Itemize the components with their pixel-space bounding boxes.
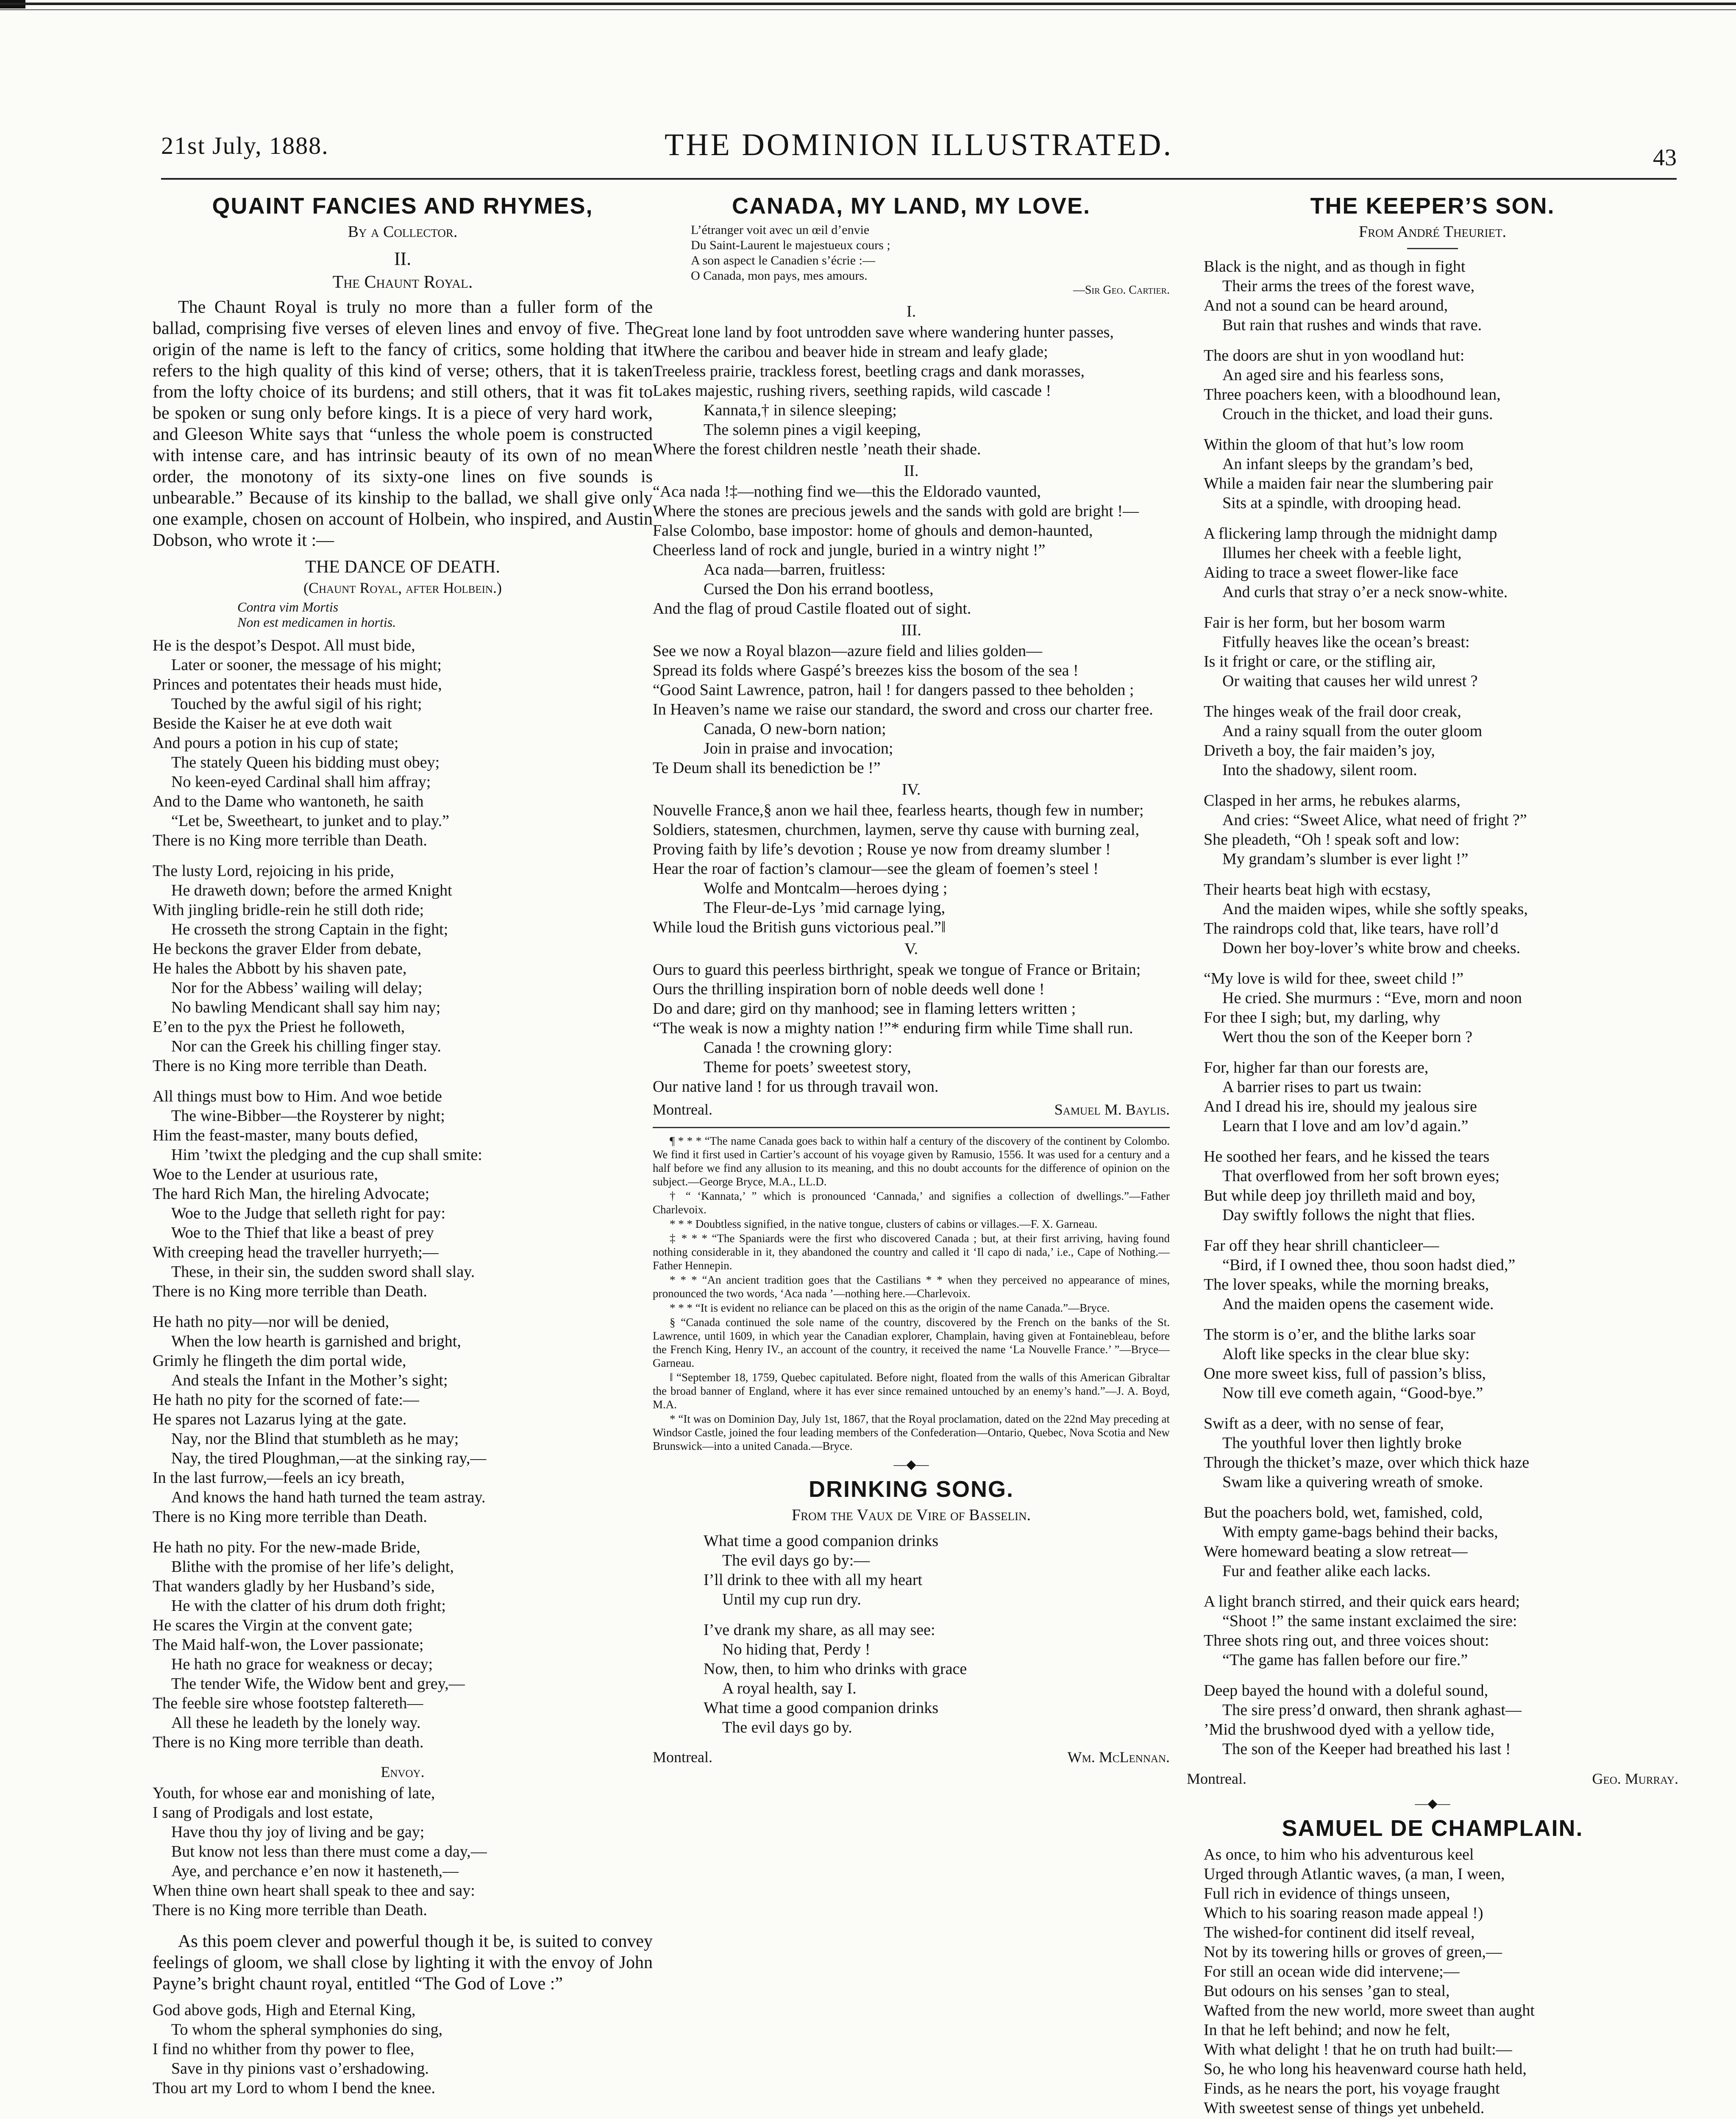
- poem-line: He hath no grace for weakness or decay;: [171, 1655, 433, 1673]
- place: Montreal.: [1187, 1770, 1246, 1787]
- poem-line: So, he who long his heavenward course hath held,: [1204, 2060, 1527, 2078]
- stanza: [1204, 257, 1678, 335]
- part-numeral: II.: [904, 462, 919, 480]
- epigraph-line: O Canada, mon pays, mes amours.: [691, 269, 868, 283]
- poem-line: And the maiden opens the casement wide.: [1222, 1295, 1494, 1313]
- footnote: § “Canada continued the sole name of the country, discovered by the French on the banks of the St. Lawrence, until 1609, in which year the Canadian explorer, Champlain, having given at Fontainebleau, before the French King, Henry IV., an account of the country, it received the name ‘La Nouvelle France.’ ”—Bryce—Garneau.: [653, 1316, 1170, 1369]
- poem-line: God above gods, High and Eternal King,: [153, 2001, 416, 2019]
- poem-line: He with the clatter of his drum doth fright;: [171, 1597, 446, 1615]
- poem-line: And to the Dame who wantoneth, he saith: [153, 793, 424, 810]
- poem-line: The evil days go by:—: [722, 1552, 870, 1569]
- poem-line: A barrier rises to part us twain:: [1222, 1078, 1422, 1096]
- footnote: ‖ “September 18, 1759, Quebec capitulated. Before night, floated from the walls of this American Gibraltar the broad banner of England, where it has ever since remained untouched by an enemy’s hand.”—J. A. Boyd, M.A.: [653, 1371, 1170, 1411]
- stanza: [1204, 524, 1678, 602]
- epigraph-line: A son aspect le Canadien s’écrie :—: [691, 253, 875, 267]
- stanza: [1204, 1592, 1678, 1670]
- poem-line: Nay, nor the Blind that stumbleth as he may;: [171, 1430, 459, 1448]
- poem-line: Where the stones are precious jewels and the sands with gold are bright !—: [653, 502, 1139, 520]
- poem-line: Theme for poets’ sweetest story,: [704, 1058, 911, 1076]
- poem-line: That wanders gladly by her Husband’s side,: [153, 1577, 435, 1595]
- poem-line: And knows the hand hath turned the team astray.: [171, 1488, 486, 1506]
- poem-line: Nouvelle France,§ anon we hail thee, fearless hearts, though few in number;: [653, 801, 1144, 819]
- stanza: [1204, 613, 1678, 691]
- section-subtitle: The Chaunt Royal.: [332, 273, 473, 292]
- column-quaint-fancies: [153, 193, 653, 2119]
- poem-line: There is no King more terrible than Death.: [153, 1901, 427, 1919]
- poem-line: Kannata,† in silence sleeping;: [704, 401, 897, 419]
- poem-line: An infant sleeps by the grandam’s bed,: [1222, 455, 1474, 473]
- poem-line: No keen-eyed Cardinal shall him affray;: [171, 773, 431, 791]
- poem-line: What time a good companion drinks: [704, 1699, 939, 1717]
- poem-line: He beckons the graver Elder from debate,: [153, 940, 422, 958]
- poem-line: He is the despot’s Despot. All must bide,: [153, 637, 415, 654]
- stanza: [1204, 1058, 1678, 1136]
- ornament-divider: —◆—: [893, 1457, 929, 1471]
- stanza: [1204, 1414, 1678, 1492]
- poem-line: When thine own heart shall speak to thee and say:: [153, 1882, 475, 1899]
- poem-line: He crosseth the strong Captain in the fight;: [171, 920, 448, 938]
- header-rule: [161, 178, 1677, 180]
- poem-line: Ours to guard this peerless birthright, speak we tongue of France or Britain;: [653, 961, 1141, 979]
- poem-title: THE KEEPER’S SON.: [1310, 193, 1555, 219]
- stanza: [653, 482, 1170, 618]
- poem-line: Join in praise and invocation;: [704, 740, 893, 757]
- poem-line: There is no King more terrible than Death.: [153, 1057, 427, 1075]
- poem-line: He soothed her fears, and he kissed the tears: [1204, 1148, 1490, 1165]
- poem-line: Aloft like specks in the clear blue sky:: [1222, 1345, 1470, 1363]
- poem-line: A royal health, say I.: [722, 1680, 857, 1697]
- poem-line: One more sweet kiss, full of passion’s bliss,: [1204, 1365, 1486, 1382]
- poem-line: Canada ! the crowning glory:: [704, 1039, 893, 1057]
- stanza: [653, 323, 1170, 459]
- stanza: [153, 1312, 653, 1527]
- poem-line: Crouch in the thicket, and load their guns.: [1222, 405, 1493, 423]
- poem-line: Hear the roar of faction’s clamour—see the gleam of foemen’s steel !: [653, 860, 1099, 878]
- poem-line: Save in thy pinions vast o’ershadowing.: [171, 2060, 429, 2077]
- poem-line: Our native land ! for us through travail won.: [653, 1078, 939, 1096]
- footnote: ‡ * * * “The Spaniards were the first who discovered Canada ; but, at their first arriving, having found nothing considerable in it, they abandoned the country and called it ‘Il capo di nada,’ i.e., Cape of Nothing.—Father Hennepin.: [653, 1232, 1170, 1272]
- poem-line: Aca nada—barren, fruitless:: [704, 561, 886, 578]
- poem-line: Blithe with the promise of her life’s delight,: [171, 1558, 454, 1576]
- intro-paragraph: The Chaunt Royal is truly no more than a fuller form of the ballad, comprising five verses of eleven lines and envoy of five. The origin of the name is left to the fancy of critics, some holding that it refers to the high quality of this kind of verse; others, that it is taken from the lofty choice of its burdens; and still others, that it was fit to be spoken or sung only before kings. It is a piece of very hard work, and Gleeson White says that “unless the whole poem is constructed with intense care, and has intrinsic beauty of its own of no mean order, the monotony of its sixty-one lines on five sounds is unbearable.” Because of its kinship to the ballad, we shall give only one example, chosen on account of Holbein, who inspired, and Austin Dobson, who wrote it :—: [153, 298, 653, 550]
- poem-line: Nor for the Abbess’ wailing will delay;: [171, 979, 423, 997]
- poem-line: Fair is her form, but her bosom warm: [1204, 614, 1445, 631]
- poem-line: In the last furrow,—feels an icy breath,: [153, 1469, 405, 1487]
- outro-paragraph: As this poem clever and powerful though it be, is suited to convey feelings of gloom, we shall close by lighting it with the envoy of John Payne’s bright chaunt royal, entitled “The God of Love :”: [153, 1932, 653, 1994]
- stanza: [1204, 702, 1678, 780]
- poem-line: Proving faith by life’s devotion ; Rouse ye now from dreamy slumber !: [653, 840, 1111, 858]
- poem-line: Illumes her cheek with a feeble light,: [1222, 544, 1462, 562]
- poem-line: “Bird, if I owned thee, thou soon hadst died,”: [1222, 1256, 1516, 1274]
- poem-motto-line: Contra vim Mortis: [237, 599, 339, 615]
- poem-line: Aye, and perchance e’en now it hasteneth,—: [171, 1862, 459, 1880]
- part-numeral: III.: [901, 621, 921, 639]
- poem-line: Now till eve cometh again, “Good-bye.”: [1222, 1384, 1483, 1402]
- poem-line: Swam like a quivering wreath of smoke.: [1222, 1473, 1483, 1491]
- poem-line: The raindrops cold that, like tears, have roll’d: [1204, 920, 1499, 937]
- poem-line: There is no King more terrible than Death.: [153, 1282, 427, 1300]
- poem-line: He spares not Lazarus lying at the gate.: [153, 1410, 407, 1428]
- column-canada: [653, 193, 1170, 2119]
- poem-line: I’ll drink to thee with all my heart: [704, 1571, 923, 1589]
- stanza: [153, 1538, 653, 1752]
- poem-line: With jingling bridle-rein he still doth ride;: [153, 901, 424, 919]
- poem-line: The lusty Lord, rejoicing in his pride,: [153, 862, 394, 880]
- poem-line: Is it fright or care, or the stifling air,: [1204, 653, 1436, 670]
- poem-line: Wert thou the son of the Keeper born ?: [1222, 1028, 1472, 1046]
- stanza: [153, 861, 653, 1076]
- poem-line: Finds, as he nears the port, his voyage fraught: [1204, 2080, 1500, 2097]
- poem-line: Grimly he flingeth the dim portal wide,: [153, 1352, 406, 1370]
- poem-line: But odours on his senses ’gan to steal,: [1204, 1982, 1450, 2000]
- stanza: [1204, 1147, 1678, 1225]
- poem-line: He cried. She murmurs : “Eve, morn and noon: [1222, 989, 1522, 1007]
- stanza: [1204, 791, 1678, 869]
- poem-line: Woe to the Thief that like a beast of prey: [171, 1224, 434, 1242]
- poem-line: Him the feast-master, many bouts defied,: [153, 1126, 418, 1144]
- poem-line: Three shots ring out, and three voices shout:: [1204, 1632, 1489, 1649]
- poem-line: Driveth a boy, the fair maiden’s joy,: [1204, 742, 1435, 759]
- poem-line: With creeping head the traveller hurryeth;—: [153, 1243, 439, 1261]
- poem-line: The evil days go by.: [722, 1719, 852, 1736]
- poem-line: For still an ocean wide did intervene;—: [1204, 1963, 1460, 1980]
- poem-line: These, in their sin, the sudden sword shall slay.: [171, 1263, 475, 1281]
- place: Montreal.: [653, 1749, 712, 1766]
- poem-line: For, higher far than our forests are,: [1204, 1059, 1429, 1076]
- poem-line: Where the forest children nestle ’neath their shade.: [653, 440, 981, 458]
- poem-line: Cheerless land of rock and jungle, buried in a wintry night !”: [653, 541, 1046, 559]
- poem-line: The youthful lover then lightly broke: [1222, 1434, 1462, 1452]
- poem-line: As once, to him who his adventurous keel: [1204, 1846, 1474, 1863]
- poem-stanzas: [153, 636, 653, 1752]
- footnote: † “ ‘Kannata,’ ” which is pronounced ‘Cannada,’ and signifies a collection of dwellings.”—Father Charlevoix.: [653, 1190, 1170, 1216]
- part-numeral: IV.: [901, 781, 921, 798]
- stanza: [1204, 346, 1678, 424]
- poem-line: The stately Queen his bidding must obey;: [171, 754, 440, 771]
- poem-line: Which to his soaring reason made appeal !): [1204, 1904, 1483, 1922]
- poem-line: “The game has fallen before our fire.”: [1222, 1651, 1468, 1669]
- poem-stanzas: [653, 1531, 1170, 1737]
- poem-line: Down her boy-lover’s white brow and cheeks.: [1222, 939, 1521, 957]
- poem-line: Princes and potentates their heads must hide,: [153, 676, 442, 693]
- poem-line: And I dread his ire, should my jealous sire: [1204, 1098, 1477, 1115]
- poem-byline: From André Theuriet.: [1359, 223, 1506, 241]
- masthead: [161, 127, 1677, 174]
- poem-line: Fur and feather alike each lacks.: [1222, 1562, 1431, 1580]
- poem-line: An aged sire and his fearless sons,: [1222, 366, 1444, 384]
- stanza: [153, 636, 653, 850]
- top-rule-thin: [0, 9, 1736, 10]
- poem-line: Great lone land by foot untrodden save where wandering hunter passes,: [653, 323, 1114, 341]
- poem-line: He hath no pity. For the new-made Bride,: [153, 1538, 420, 1556]
- poem-line: All these he leadeth by the lonely way.: [171, 1714, 421, 1732]
- stanza: [1204, 1681, 1678, 1759]
- stanza: [704, 1620, 1170, 1737]
- poem-line: Wafted from the new world, more sweet than aught: [1204, 2002, 1535, 2019]
- poem-line: Later or sooner, the message of his might;: [171, 656, 442, 674]
- poem-line: While a maiden fair near the slumbering pair: [1204, 475, 1493, 492]
- poem-line: Through the thicket’s maze, over which thick haze: [1204, 1454, 1530, 1471]
- poem-line: Their hearts beat high with ecstasy,: [1204, 881, 1431, 898]
- poem-line: “Good Saint Lawrence, patron, hail ! for dangers passed to thee beholden ;: [653, 681, 1134, 699]
- poem-line: The wine-Bibber—the Roysterer by night;: [171, 1107, 445, 1125]
- poem-line: And not a sound can be heard around,: [1204, 297, 1448, 314]
- footnote: * * * “It is evident no reliance can be placed on this as the origin of the name Canada.”—Bryce.: [670, 1301, 1110, 1314]
- poem-line: Treeless prairie, trackless forest, beetling crags and dank morasses,: [653, 362, 1085, 380]
- poem-line: Black is the night, and as though in fight: [1204, 258, 1466, 275]
- poem-line: Learn that I love and am lov’d again.”: [1222, 1117, 1469, 1135]
- poem-line: Their arms the trees of the forest wave,: [1222, 277, 1475, 295]
- poem-line: The hard Rich Man, the hireling Advocate;: [153, 1185, 430, 1203]
- poem-line: She pleadeth, “Oh ! speak soft and low:: [1204, 831, 1460, 848]
- closing-stanza: [153, 2000, 653, 2098]
- poem-line: And pours a potion in his cup of state;: [153, 734, 399, 752]
- poem-line: The son of the Keeper had breathed his last !: [1222, 1740, 1511, 1758]
- poem-line: Ours the thrilling inspiration born of noble deeds well done !: [653, 980, 1045, 998]
- poem-line: I find no whither from thy power to flee,: [153, 2040, 415, 2058]
- signature-row: [653, 1101, 1170, 1118]
- poem-line: Touched by the awful sigil of his right;: [171, 695, 422, 713]
- poem-line: And the flag of proud Castile floated out of sight.: [653, 600, 971, 617]
- poem-line: Where the caribou and beaver hide in stream and leafy glade;: [653, 343, 1048, 361]
- poem-line: With empty game-bags behind their backs,: [1222, 1523, 1498, 1541]
- poem-line: Urged through Atlantic waves, (a man, I ween,: [1204, 1865, 1505, 1883]
- poem-motto-line: Non est medicamen in hortis.: [237, 615, 396, 630]
- poem-parts: [653, 302, 1170, 1096]
- author: Wm. McLennan.: [1067, 1749, 1170, 1766]
- divider: [1407, 248, 1458, 249]
- poem-line: Thou art my Lord to whom I bend the knee.: [153, 2079, 435, 2097]
- poem-line: “The weak is now a mighty nation !”* enduring firm while Time shall run.: [653, 1019, 1133, 1037]
- poem-line: He draweth down; before the armed Knight: [171, 882, 452, 899]
- poem-line: A light branch stirred, and their quick ears heard;: [1204, 1593, 1520, 1610]
- poem-line: Within the gloom of that hut’s low room: [1204, 436, 1464, 453]
- poem-line: That overflowed from her soft brown eyes;: [1222, 1167, 1500, 1185]
- poem-line: False Colombo, base impostor: home of ghouls and demon-haunted,: [653, 522, 1093, 539]
- envoy-title: Envoy.: [381, 1763, 425, 1780]
- poem-line: Have thou thy joy of living and be gay;: [171, 1823, 425, 1841]
- poem-line: The Fleur-de-Lys ’mid carnage lying,: [704, 899, 946, 917]
- author: Geo. Murray.: [1592, 1770, 1678, 1787]
- poem-line: The hinges weak of the frail door creak,: [1204, 703, 1461, 720]
- poem-line: And curls that stray o’er a neck snow-white.: [1222, 583, 1508, 601]
- poem-line: Fitfully heaves like the ocean’s breast:: [1222, 633, 1470, 651]
- poem-line: The tender Wife, the Widow bent and grey,—: [171, 1675, 465, 1693]
- poem-line: There is no King more terrible than Death.: [153, 831, 427, 849]
- poem-line: Nay, the tired Ploughman,—at the sinking ray,—: [171, 1449, 487, 1467]
- poem-line: For thee I sigh; but, my darling, why: [1204, 1009, 1441, 1026]
- part-numeral: I.: [906, 303, 916, 320]
- poem-line: When the low hearth is garnished and bright,: [171, 1332, 461, 1350]
- poem-line: “Aca nada !‡—nothing find we—this the Eldorado vaunted,: [653, 483, 1041, 501]
- poem-line: With sweetest sense of things yet unbeheld.: [1204, 2099, 1485, 2117]
- section-numeral: II.: [394, 248, 412, 269]
- poem-line: The wished-for continent did itself reveal,: [1204, 1924, 1475, 1941]
- poem-line: The lover speaks, while the morning breaks,: [1204, 1276, 1489, 1293]
- poem-line: In that he left behind; and now he felt,: [1204, 2021, 1450, 2039]
- poem-line: And cries: “Sweet Alice, what need of fright ?”: [1222, 811, 1527, 829]
- poem-line: Until my cup run dry.: [722, 1591, 861, 1608]
- stanza: [1204, 1236, 1678, 1314]
- poem-line: E’en to the pyx the Priest he followeth,: [153, 1018, 405, 1036]
- poem-subtitle: (Chaunt Royal, after Holbein.): [303, 579, 502, 596]
- divider: [653, 1127, 1170, 1128]
- poem-line: Nor can the Greek his chilling finger stay.: [171, 1037, 442, 1055]
- epigraph-line: L’étranger voit avec un œil d’envie: [691, 223, 870, 237]
- signature-row: [653, 1748, 1170, 1766]
- newspaper-title: THE DOMINION ILLUSTRATED.: [665, 128, 1173, 162]
- poem-line: Do and dare; gird on thy manhood; see in flaming letters written ;: [653, 1000, 1076, 1018]
- footnote: * * * “An ancient tradition goes that the Castilians * * when they perceived no appearance of mines, pronounced the two words, ‘Aca nada ’—nothing here.—Charlevoix.: [653, 1274, 1170, 1300]
- poem-line: No hiding that, Perdy !: [722, 1641, 871, 1658]
- stanza: [1204, 969, 1678, 1047]
- poem-stanzas: [1187, 257, 1678, 1759]
- poem-line: Three poachers keen, with a bloodhound lean,: [1204, 386, 1501, 403]
- poem-line: Day swiftly follows the night that flies.: [1222, 1206, 1475, 1224]
- poem-line: See we now a Royal blazon—azure field and lilies golden—: [653, 642, 1043, 660]
- poem-line: The storm is o’er, and the blithe larks soar: [1204, 1326, 1476, 1343]
- poem-line: Te Deum shall its benediction be !”: [653, 759, 881, 777]
- article-byline: By a Collector.: [348, 223, 458, 241]
- poem-line: My grandam’s slumber is ever light !”: [1222, 850, 1469, 868]
- poem-line: In Heaven’s name we raise our standard, the sword and cross our charter free.: [653, 701, 1153, 718]
- footnote: * “It was on Dominion Day, July 1st, 1867, that the Royal proclamation, dated on the 22nd May preceding at Windsor Castle, joined the four leading members of the Confederation—Ontario, Quebec, Nova Scotia and New Brunswick—into a united Canada.—Bryce.: [653, 1413, 1170, 1452]
- poem-line: Wolfe and Montcalm—heroes dying ;: [704, 879, 948, 897]
- poem-line: Soldiers, statesmen, churchmen, laymen, serve thy cause with burning zeal,: [653, 821, 1140, 839]
- poem-line: I’ve drank my share, as all may see:: [704, 1621, 935, 1639]
- poem-line: Spread its folds where Gaspé’s breezes kiss the bosom of the sea !: [653, 662, 1079, 679]
- poem-line: The doors are shut in yon woodland hut:: [1204, 347, 1465, 364]
- poem-line: He hales the Abbott by his shaven pate,: [153, 959, 407, 977]
- signature-row: [1187, 1770, 1678, 1788]
- poem-line: Swift as a deer, with no sense of fear,: [1204, 1415, 1444, 1432]
- poem-line: The solemn pines a vigil keeping,: [704, 421, 921, 439]
- poem-line: ’Mid the brushwood dyed with a yellow tide,: [1204, 1721, 1495, 1738]
- poem-line: But while deep joy thrilleth maid and boy,: [1204, 1187, 1476, 1204]
- sonnet: [1187, 1845, 1678, 2118]
- column-keeper: [1187, 193, 1678, 2119]
- stanza: [1204, 880, 1678, 958]
- poem-line: A flickering lamp through the midnight damp: [1204, 525, 1497, 542]
- poem-title: DRINKING SONG.: [808, 1477, 1014, 1502]
- footnote: * * * Doubtless signified, in the native tongue, clusters of cabins or villages.—F. X. Garneau.: [670, 1218, 1098, 1230]
- article-title: QUAINT FANCIES AND RHYMES,: [212, 193, 593, 219]
- author: Samuel M. Baylis.: [1054, 1101, 1170, 1118]
- stanza: [653, 960, 1170, 1096]
- epigraph-source: —Sir Geo. Cartier.: [1073, 284, 1170, 297]
- poem-line: But know not less than there must come a day,—: [171, 1843, 487, 1860]
- envoy-stanza: [153, 1783, 653, 1920]
- footnotes: [653, 1134, 1170, 1453]
- poem-line: Woe to the Judge that selleth right for pay:: [171, 1204, 446, 1222]
- poem-line: All things must bow to Him. And woe betide: [153, 1087, 442, 1105]
- poem-line: Cursed the Don his errand bootless,: [704, 580, 934, 598]
- poem-line: With what delight ! that he on truth had built:—: [1204, 2041, 1512, 2058]
- poem-line: But rain that rushes and winds that rave.: [1222, 316, 1482, 334]
- poem-line: And steals the Infant in the Mother’s sight;: [171, 1371, 448, 1389]
- poem-line: No bawling Mendicant shall say him nay;: [171, 998, 441, 1016]
- poem-line: He hath no pity for the scorned of fate:—: [153, 1391, 419, 1409]
- poem-line: He scares the Virgin at the convent gate;: [153, 1616, 413, 1634]
- poem-line: Not by its towering hills or groves of green,—: [1204, 1943, 1502, 1961]
- poem-line: Into the shadowy, silent room.: [1222, 761, 1417, 779]
- stanza: [153, 1087, 653, 1301]
- poem-line: Deep bayed the hound with a doleful sound,: [1204, 1682, 1488, 1699]
- poem-line: But the poachers bold, wet, famished, cold,: [1204, 1504, 1483, 1521]
- poem-line: “Shoot !” the same instant exclaimed the sire:: [1222, 1612, 1517, 1630]
- poem-line: Full rich in evidence of things unseen,: [1204, 1885, 1450, 1902]
- poem-line: Lakes majestic, rushing rivers, seething rapids, wild cascade !: [653, 382, 1052, 400]
- poem-line: Canada, O new-born nation;: [704, 720, 886, 738]
- poem-line: I sang of Prodigals and lost estate,: [153, 1804, 373, 1821]
- poem-line: And the maiden wipes, while she softly speaks,: [1222, 900, 1528, 918]
- poem-line: What time a good companion drinks: [704, 1532, 939, 1550]
- poem-line: Far off they hear shrill chanticleer—: [1204, 1237, 1439, 1254]
- poem-line: “Let be, Sweetheart, to junket and to play.”: [171, 812, 449, 830]
- poem-line: To whom the spheral symphonies do sing,: [171, 2021, 443, 2038]
- poem-line: The Maid half-won, the Lover passionate;: [153, 1636, 424, 1654]
- poem-title: THE DANCE OF DEATH.: [305, 557, 500, 577]
- poem-line: Clasped in her arms, he rebukes alarms,: [1204, 792, 1461, 809]
- poem-title: SAMUEL DE CHAMPLAIN.: [1282, 1816, 1583, 1841]
- poem-line: Sits at a spindle, with drooping head.: [1222, 494, 1461, 512]
- poem-line: While loud the British guns victorious peal.”‖: [653, 918, 946, 936]
- poem-title: CANADA, MY LAND, MY LOVE.: [732, 193, 1091, 219]
- poem-line: Youth, for whose ear and monishing of late,: [153, 1784, 435, 1802]
- stanza: [704, 1531, 1170, 1609]
- place: Montreal.: [653, 1101, 712, 1118]
- poem-byline: From the Vaux de Vire of Basselin.: [792, 1506, 1031, 1524]
- part-numeral: V.: [904, 940, 918, 958]
- poem-line: There is no King more terrible than death.: [153, 1733, 424, 1751]
- footnote: ¶ * * * “The name Canada goes back to within half a century of the discovery of the continent by Colombo. We find it first used in Cartier’s account of his voyage given by Ramusio, 1556. It was used for a century and a half before we find any allusion to its meaning, and this no doubt accounts for the difference of opinion on the subject.—George Bryce, M.A., LL.D.: [653, 1135, 1170, 1188]
- poem-line: Woe to the Lender at usurious rate,: [153, 1165, 378, 1183]
- ornament-divider: —◆—: [1415, 1796, 1450, 1810]
- poem-line: Beside the Kaiser he at eve doth wait: [153, 715, 392, 732]
- poem-line: The feeble sire whose footstep faltereth—: [153, 1694, 423, 1712]
- poem-line: There is no King more terrible than Death.: [153, 1508, 427, 1526]
- page-number: 43: [1653, 145, 1677, 171]
- stanza: [1204, 1503, 1678, 1581]
- poem-line: “My love is wild for thee, sweet child !”: [1204, 970, 1464, 987]
- top-rule: [0, 3, 1736, 5]
- poem-line: The sire press’d onward, then shrank aghast—: [1222, 1701, 1522, 1719]
- poem-line: And a rainy squall from the outer gloom: [1222, 722, 1483, 740]
- poem-line: Aiding to trace a sweet flower-like face: [1204, 564, 1458, 581]
- poem-line: Were homeward beating a slow retreat—: [1204, 1543, 1468, 1560]
- stanza: [1204, 435, 1678, 513]
- poem-line: Him ’twixt the pledging and the cup shall smite:: [171, 1146, 482, 1164]
- stanza: [1204, 1325, 1678, 1403]
- epigraph-line: Du Saint-Laurent le majestueux cours ;: [691, 238, 890, 252]
- poem-line: Now, then, to him who drinks with grace: [704, 1660, 967, 1678]
- poem-line: He hath no pity—nor will be denied,: [153, 1313, 389, 1331]
- stanza: [653, 641, 1170, 778]
- issue-date: 21st July, 1888.: [161, 132, 329, 159]
- stanza: [653, 801, 1170, 937]
- poem-line: Or waiting that causes her wild unrest ?: [1222, 672, 1478, 690]
